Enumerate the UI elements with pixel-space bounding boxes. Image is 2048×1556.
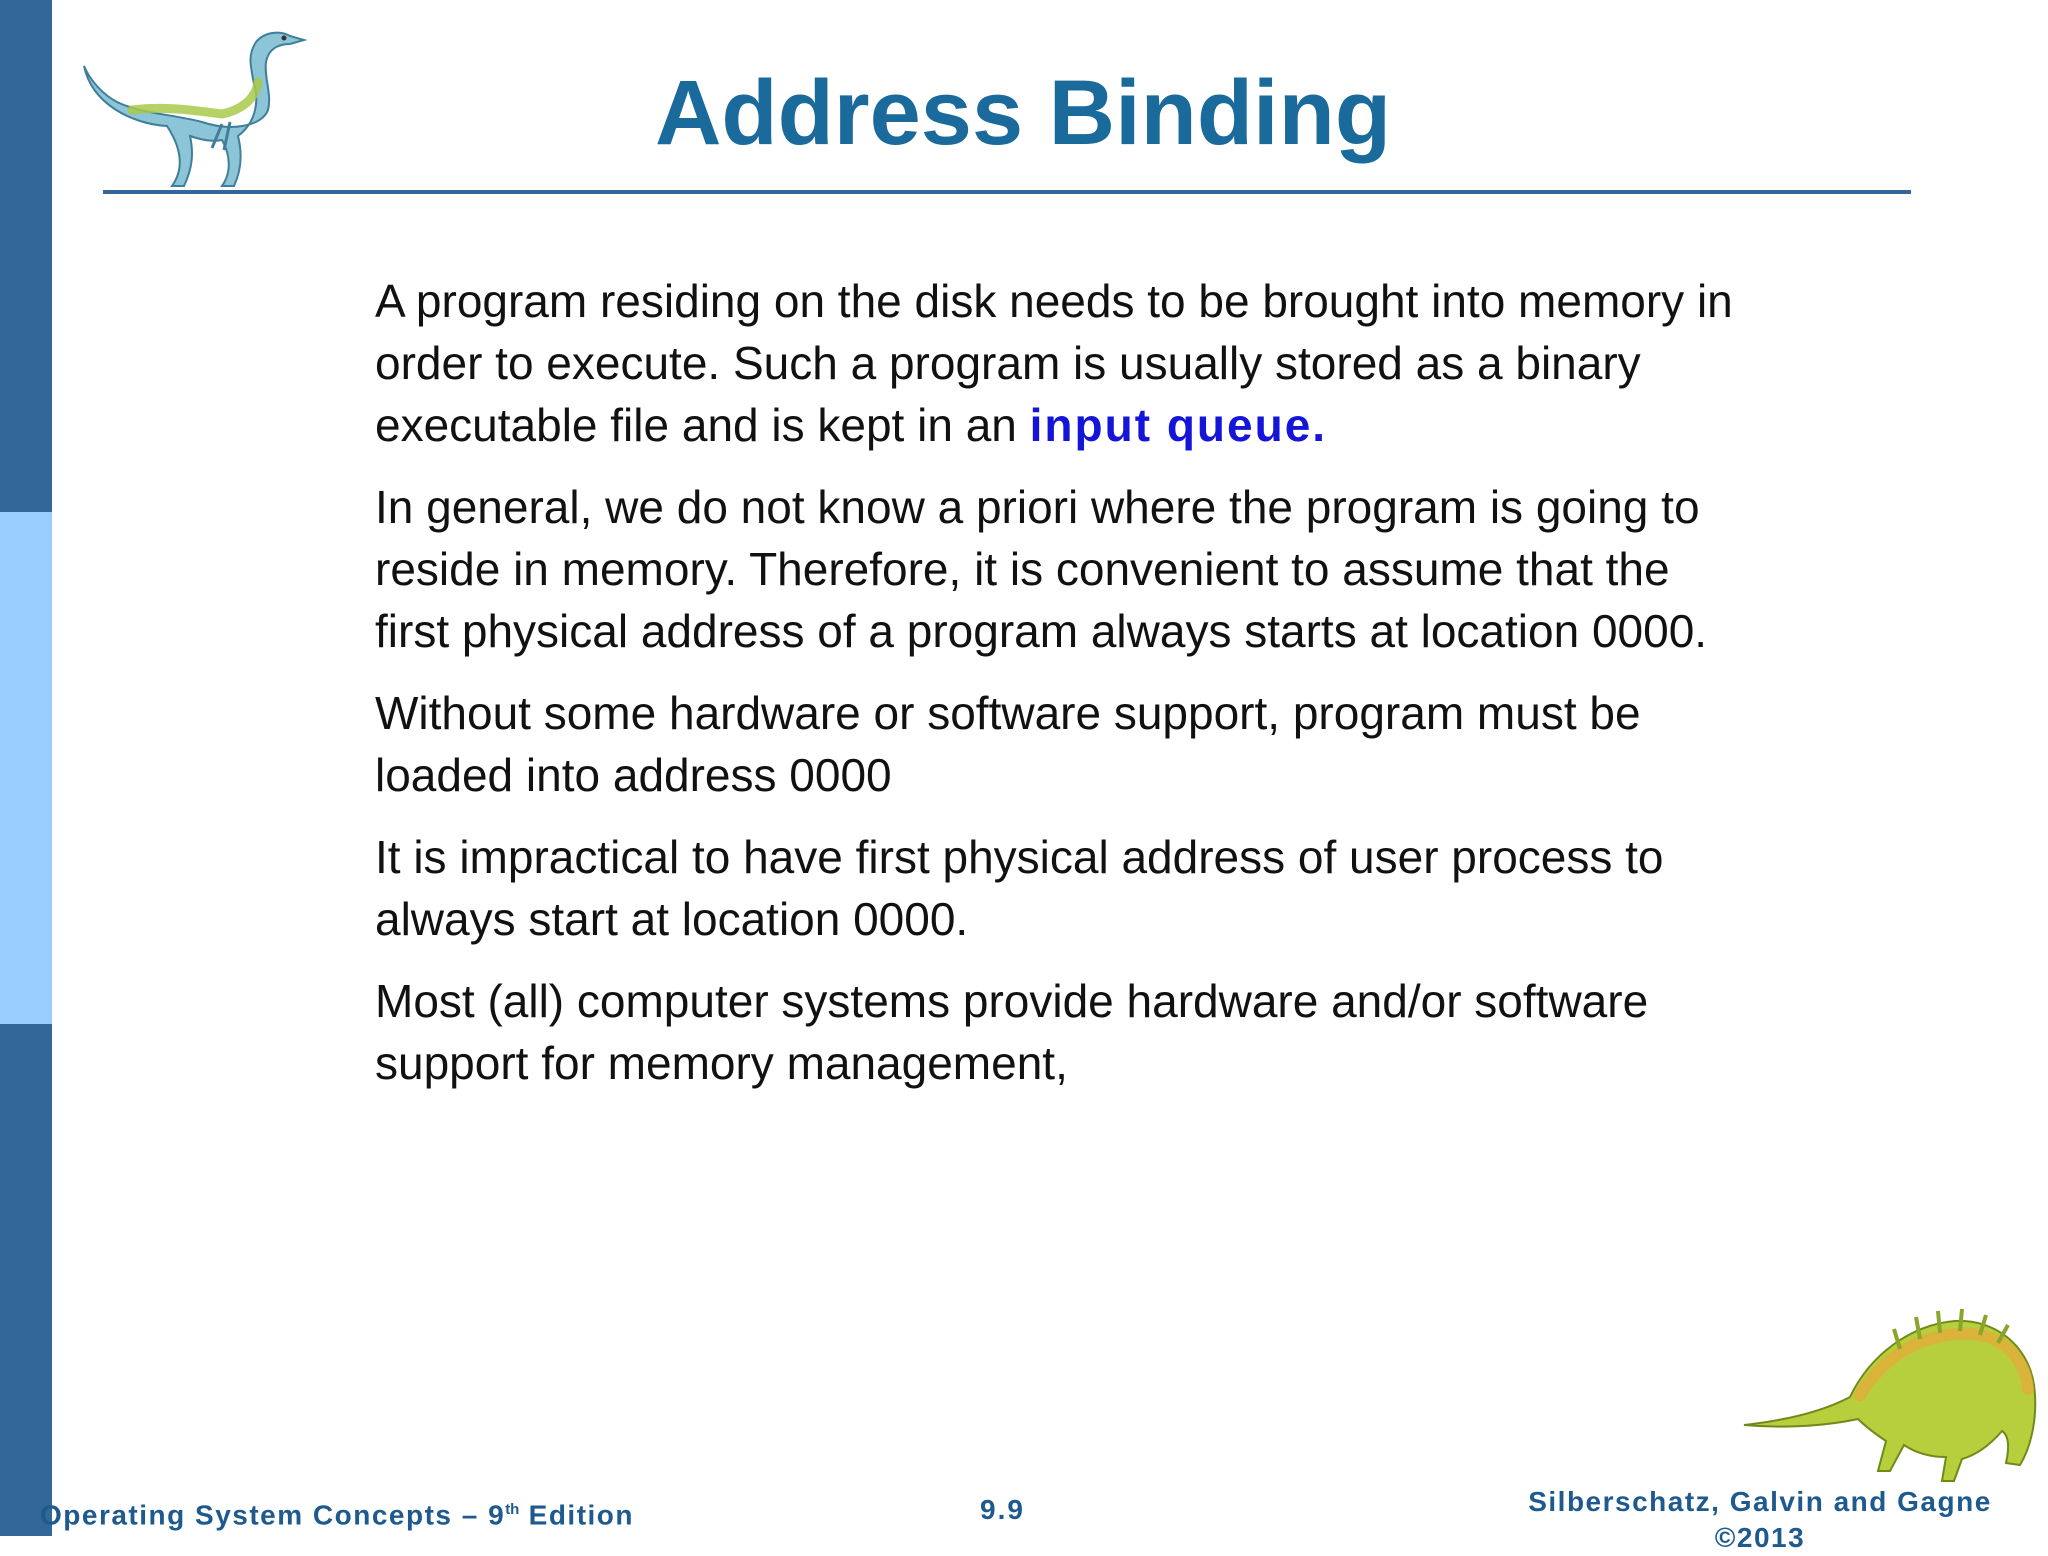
highlighted-term: input queue.: [1029, 399, 1328, 451]
footer-book-sup: th: [505, 1501, 520, 1518]
footer-book-prefix: Operating System Concepts – 9: [40, 1499, 506, 1531]
title-divider: [103, 190, 1911, 194]
footer-slide-number: 9.9: [980, 1494, 1025, 1525]
sidebar-segment-bottom: [0, 1024, 52, 1536]
dinosaur-bottom-icon: [1740, 1285, 2040, 1495]
slide-title: Address Binding: [654, 62, 1392, 164]
paragraph-text: A program residing on the disk needs to be brought into memory in order to execute. Such a program is usually stored as a binary executable file and is kept in an: [375, 275, 1733, 451]
sidebar-segment-top: [0, 0, 52, 512]
paragraph-impractical: It is impractical to have first physical address of user process to always start at location 0000.: [375, 831, 1664, 945]
paragraph-memory-management: Most (all) computer systems provide hardware and/or software support for memory management,: [375, 975, 1649, 1089]
sidebar-bar: [0, 0, 52, 1536]
paragraph-input-queue: [375, 270, 1745, 456]
paragraph-a-priori: In general, we do not know a priori where the program is going to reside in memory. Therefore, it is convenient to assume that the first physical address of a program always starts at location 0000.: [375, 481, 1708, 657]
dinosaur-top-icon: [72, 14, 312, 192]
slide-body: [375, 270, 1745, 1114]
footer-book-title: [40, 1492, 634, 1533]
footer-book-suffix: Edition: [519, 1499, 635, 1531]
sidebar-segment-middle: [0, 512, 52, 1024]
footer-authors: Silberschatz, Galvin and Gagne ©2013: [1528, 1486, 1992, 1553]
paragraph-hardware-support: Without some hardware or software support, program must be loaded into address 0000: [375, 687, 1641, 801]
